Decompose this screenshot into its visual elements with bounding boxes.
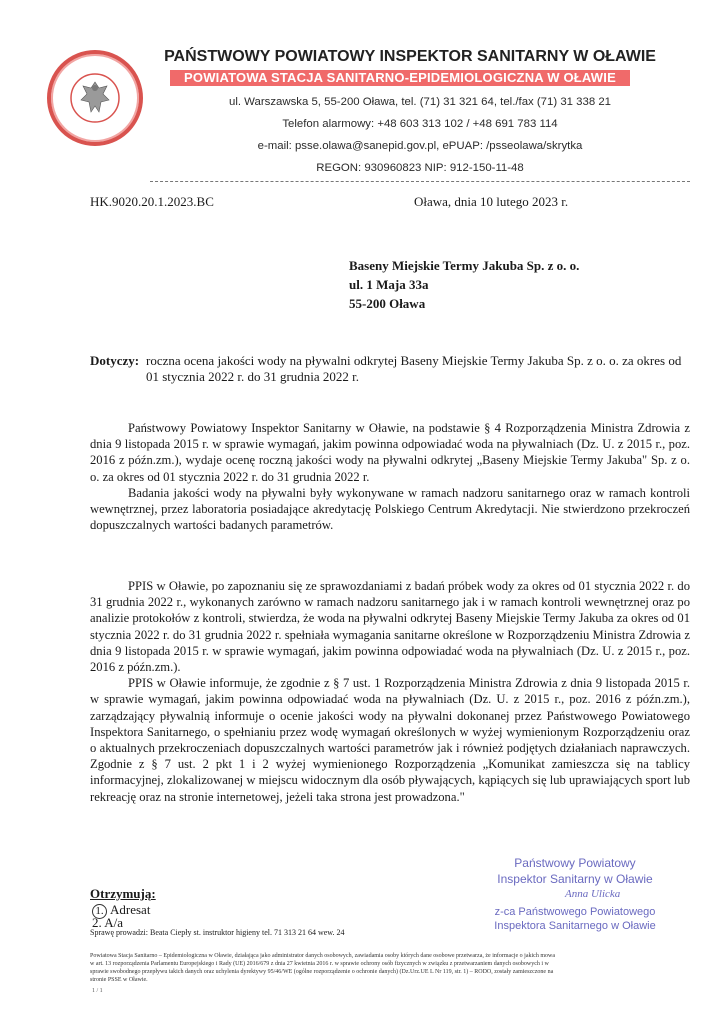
- addressee-name: Baseny Miejskie Termy Jakuba Sp. z o. o.: [349, 258, 580, 273]
- gdpr-notice: Powiatowa Stacja Sanitarno – Epidemiologiczna w Oławie, działająca jako administrator danych osobowych, zawiadamia osoby których dane osobowe przetwarza, że informacje o jakich mowa w art. 13 rozporządzenia Parlamentu Europejskiego i Rady (UE) 2016/679 z dnia 27 kwietnia 2016 r. w sprawie ochrony osób fizycznych w związku z przetwarzaniem danych osobowych i w sprawie swobodnego przepływu takich danych oraz uchylenia dyrektywy 95/46/WE (ogólne rozporządzenie o ochronie danych) (Dz.Urz.UE L Nr 119, str. 1) – RODO, zostały zamieszczone na stronie PSSE w Oławie.: [90, 953, 556, 983]
- recipient-1-text: Adresat: [110, 902, 151, 917]
- header-email: e-mail: psse.olawa@sanepid.gov.pl, ePUAP: /psseolawa/skrytka: [257, 140, 583, 152]
- sanitary-inspection-seal: [47, 50, 143, 146]
- recipient-1-number: 1.: [92, 904, 107, 919]
- stamp-line-1: Państwowy Powiatowy: [514, 856, 636, 870]
- handwritten-signature: Anna Ulicka: [565, 888, 621, 900]
- paragraph-assessment: PPIS w Oławie, po zapoznaniu się ze sprawozdaniami z badań próbek wody za okres od 01 stycznia 2022 r. do 31 grudnia 2022 r., wykonanych zarówno w ramach nadzoru sanitarnego jak i w ramach kontroli wewnętrznej oraz po analizie protokołów z kontroli, stwierdza, że woda na pływalni odkrytej Baseny Miejskie Termy Jakuba za okres od 01 stycznia 2022 r. do 31 grudnia 2022 r. spełniała wymagania sanitarne określone w Rozporządzeniu Ministra Zdrowia z dnia 9 listopada 2015 r. w sprawie wymagań, jakim powinna odpowiadać woda na pływalniach (Dz. U. z 2015 r., poz. 2016 z późn.zm.).: [90, 579, 690, 675]
- paragraph-information-duty: PPIS w Oławie informuje, że zgodnie z § 7 ust. 1 Rozporządzenia Ministra Zdrowia z dnia 9 listopada 2015 r. w sprawie wymagań, jakim powinna odpowiadać woda na pływalniach (Dz. U. z 2015 r., poz. 2016 z późn.zm.), zarządzający pływalnią informuje o ocenie jakości wody na pływalni dokonanej przez Państwowego Powiatowego Inspektora Sanitarnego, o spełnianiu przez wodę wymagań określonych w wyżej wymienionym Rozporządzeniu oraz o aktualnych przekroczeniach dopuszczalnych wartości parametrów jak i również podjętych działaniach naprawczych. Zgodnie z § 7 ust. 2 pkt 1 i 2 wyżej wymienionego Rozporządzenia „Komunikat zamieszcza się na tablicy informacyjnej, zlokalizowanej w miejscu widocznym dla osób pływających, kąpiących się lub uprawiających sport lub rekreację oraz na stronie internetowej, jeżeli taka strona jest prowadzona.": [90, 676, 690, 804]
- subject-text: roczna ocena jakości wody na pływalni odkrytej Baseny Miejskie Termy Jakuba Sp. z o. o. za okres od 01 stycznia 2022 r. do 31 grudnia 2022 r.: [146, 353, 682, 384]
- letter-date: Oława, dnia 10 lutego 2023 r.: [414, 194, 569, 209]
- addressee-street: ul. 1 Maja 33a: [349, 277, 429, 292]
- header-regon-nip: REGON: 930960823 NIP: 912-150-11-48: [316, 162, 524, 174]
- header-address: ul. Warszawska 5, 55-200 Oława, tel. (71) 31 321 64, tel./fax (71) 31 338 21: [228, 96, 611, 108]
- body-block-1: [90, 420, 690, 533]
- header-title: PAŃSTWOWY POWIATOWY INSPEKTOR SANITARNY W OŁAWIE: [164, 48, 656, 65]
- stamp-line-2: Inspektor Sanitarny w Oławie: [497, 872, 653, 886]
- recipient-2: 2. A/a: [92, 915, 124, 930]
- header-divider: [150, 181, 690, 182]
- recipients-label: Otrzymują:: [90, 886, 156, 901]
- eagle-emblem-icon: [51, 54, 139, 142]
- page-number: 1 / 1: [92, 988, 103, 994]
- stamp-line-3: z-ca Państwowego Powiatowego: [494, 906, 656, 918]
- subject-label: Dotyczy:: [90, 353, 140, 368]
- paragraph-legal-basis: Państwowy Powiatowy Inspektor Sanitarny w Oławie, na podstawie § 4 Rozporządzenia Ministra Zdrowia z dnia 9 listopada 2015 r. w sprawie wymagań, jakim powinna odpowiadać woda na pływalniach (Dz. U. z 2015 r., poz. 2016 z późn.zm.), wydaje ocenę roczną jakości wody na pływalni odkrytej „Baseny Miejskie Termy Jakuba" Sp. z o. o. za okres od 01 stycznia 2022 r. do 31 grudnia 2022 r.: [90, 421, 690, 484]
- reference-number: HK.9020.20.1.2023.BC: [90, 194, 214, 209]
- stamp-line-4: Inspektora Sanitarnego w Oławie: [494, 920, 656, 932]
- header-station: POWIATOWA STACJA SANITARNO-EPIDEMIOLOGICZNA W OŁAWIE: [170, 70, 630, 86]
- header-alarm-phone: Telefon alarmowy: +48 603 313 102 / +48 691 783 114: [282, 118, 558, 130]
- paragraph-testing: Badania jakości wody na pływalni były wykonywane w ramach nadzoru sanitarnego oraz w ramach kontroli wewnętrznej, przez laboratoria posiadające akredytację Polskiego Centrum Akredytacji. Nie stwierdzono przekroczeń dopuszczalnych wartości badanych parametrów.: [90, 485, 690, 533]
- case-handler-line: Sprawę prowadzi: Beata Ciepły st. instruktor higieny tel. 71 313 21 64 wew. 24: [90, 928, 345, 937]
- body-block-2: [90, 578, 690, 805]
- addressee-city: 55-200 Oława: [349, 296, 426, 311]
